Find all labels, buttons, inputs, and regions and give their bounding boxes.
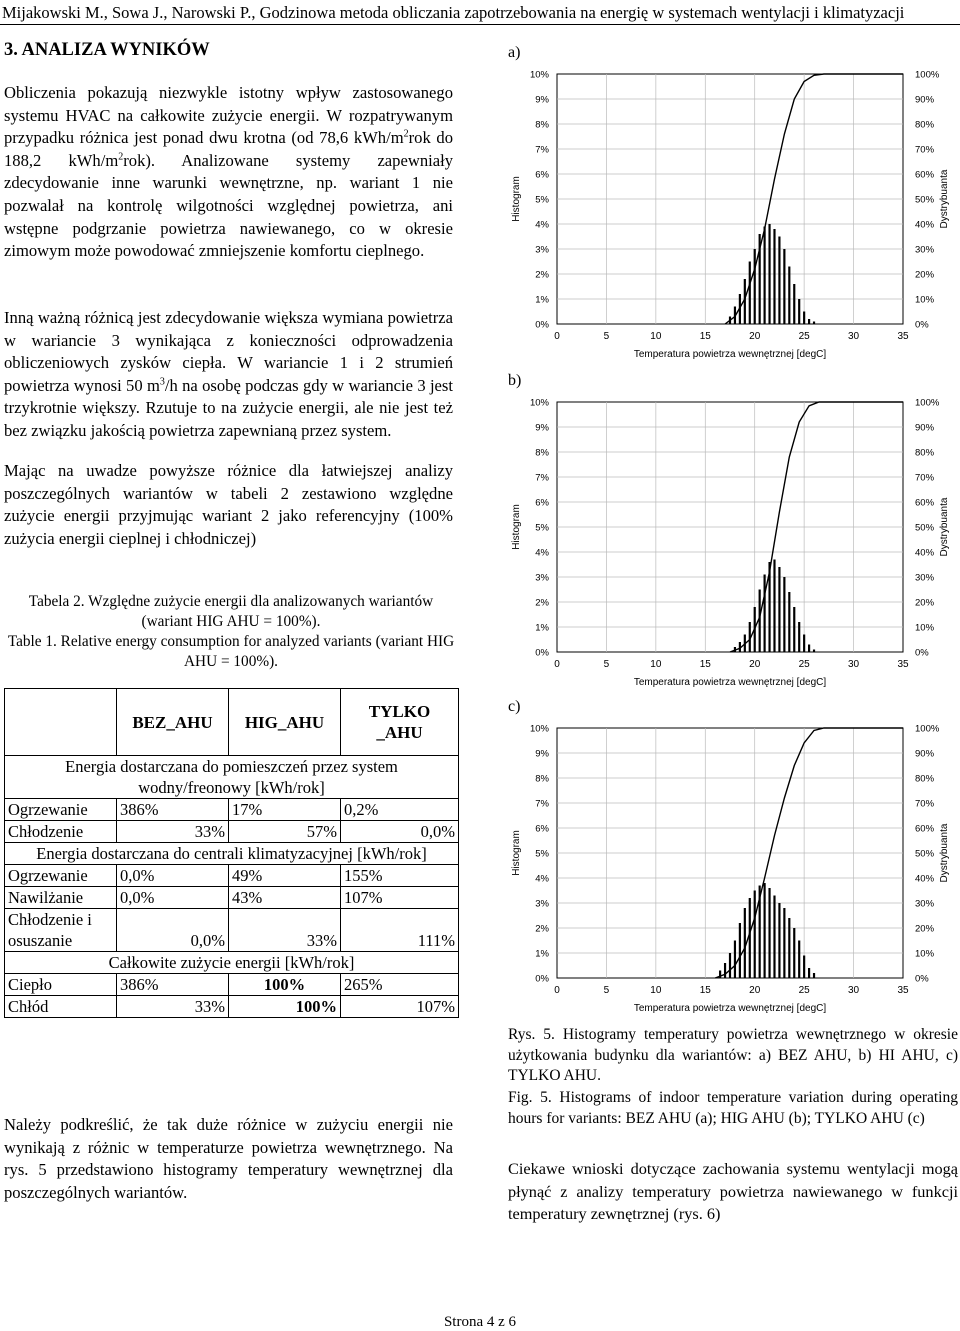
histogram-bar: [813, 973, 815, 978]
p1-text-c: rok). Analizowane systemy zapewniały zdecydowanie inne warunki wewnętrzne, np. wariant 1 nie pozwalał na kontrolę wilgotności względnej powietrza, ani wstępne podgrzanie powietrza nawiewanego, co w okresie zimowym może powodować zmniejszenie komfortu cieplnego.: [4, 150, 453, 261]
table-row: [5, 996, 459, 1018]
cell: 17%: [229, 799, 341, 821]
histogram-bar: [783, 908, 785, 978]
table-section-1: Energia dostarczana do pomieszczeń przez system wodny/freonowy [kWh/rok]: [5, 756, 459, 799]
x-tick-label: 35: [897, 331, 909, 342]
histogram-bar: [808, 645, 810, 653]
x-tick-label: 25: [798, 985, 810, 996]
histogram-bar: [768, 224, 770, 324]
p1-text-b: rok do 188,2 kWh/m: [4, 128, 453, 170]
y-tick-label-left: 9%: [535, 748, 549, 760]
cell: 33%: [117, 821, 229, 843]
histogram-bar: [808, 319, 810, 324]
energy-table: [4, 688, 459, 1018]
cell: 386%: [117, 799, 229, 821]
histogram-bar: [813, 322, 815, 325]
y-tick-label-right: 70%: [915, 798, 935, 810]
y-tick-label-left: 9%: [535, 422, 549, 434]
histogram-chart-a: [505, 62, 960, 380]
y-tick-label-right: 0%: [915, 319, 929, 331]
histogram-bar: [813, 650, 815, 653]
histogram-bar: [788, 918, 790, 978]
x-tick-label: 25: [798, 659, 810, 670]
x-tick-label: 15: [699, 659, 711, 670]
histogram-bar: [754, 891, 756, 979]
section-title: 3. ANALIZA WYNIKÓW: [4, 40, 210, 60]
panel-label-a: a): [508, 44, 521, 61]
table-row: [5, 887, 459, 909]
x-tick-label: 10: [650, 985, 662, 996]
y-tick-label-right: 80%: [915, 119, 935, 131]
p2-text-a: Inną ważną różnicą jest zdecydowanie większa wymiana powietrza w wariancie 3 wynikająca z konieczności odprowadzenia obliczeniowych zysków ciepła. W wariancie 1 i 2 strumień powietrza wynosi 50 m: [4, 308, 453, 395]
cell: 0,0%: [117, 909, 229, 952]
y-tick-label-left: 6%: [535, 497, 549, 509]
y-tick-label-right: 20%: [915, 923, 935, 935]
cell: 0,2%: [341, 799, 459, 821]
histogram-bar: [773, 229, 775, 324]
header-cell-empty: [5, 689, 117, 756]
cell: 57%: [229, 821, 341, 843]
x-tick-label: 30: [848, 331, 860, 342]
x-tick-label: 20: [749, 985, 761, 996]
x-axis-label: Temperatura powietrza wewnętrznej [degC]: [633, 677, 827, 688]
header-rule: [0, 24, 960, 25]
y-tick-label-right: 0%: [915, 973, 929, 985]
histogram-bar: [788, 592, 790, 652]
cell: 33%: [117, 996, 229, 1018]
page-footer: Strona 4 z 6: [443, 1314, 517, 1330]
cell: 107%: [341, 996, 459, 1018]
table-caption-en: Table 1. Relative energy consumption for analyzed variants (variant HIG AHU = 100%).: [7, 633, 455, 670]
y-tick-label-right: 40%: [915, 219, 935, 231]
histogram-bar: [734, 941, 736, 979]
y-axis-label-left: Histogram: [511, 830, 522, 876]
y-axis-label-right: Dystrybuanta: [939, 823, 950, 883]
cell: 100%: [229, 996, 341, 1018]
row-label: Ciepło: [5, 974, 117, 996]
y-tick-label-left: 1%: [535, 294, 549, 306]
y-tick-label-left: 9%: [535, 94, 549, 106]
y-tick-label-right: 10%: [915, 294, 935, 306]
histogram-chart-b: [505, 390, 960, 708]
y-tick-label-right: 60%: [915, 169, 935, 181]
y-tick-label-right: 30%: [915, 898, 935, 910]
y-tick-label-left: 2%: [535, 923, 549, 935]
histogram-bar: [778, 903, 780, 978]
cell: 155%: [341, 865, 459, 887]
x-tick-label: 30: [848, 985, 860, 996]
y-tick-label-left: 1%: [535, 948, 549, 960]
y-tick-label-right: 20%: [915, 597, 935, 609]
table-caption-pl: Tabela 2. Względne zużycie energii dla analizowanych wariantów (wariant HIG AHU = 100%).: [28, 593, 434, 630]
table-row: [5, 974, 459, 996]
y-tick-label-left: 10%: [529, 69, 549, 81]
y-tick-label-left: 8%: [535, 773, 549, 785]
x-tick-label: 5: [603, 659, 610, 670]
paragraph-4: Należy podkreślić, że tak duże różnice w zużyciu energii nie wynikają z różnic w temperaturze powietrza wewnętrznego. Na rys. 5 przedstawiono histogramy temperatury wewnętrznej dla poszczególnych wariantów.: [4, 1115, 453, 1202]
histogram-bar: [773, 560, 775, 653]
histogram-bar: [778, 237, 780, 325]
y-axis-label-left: Histogram: [511, 504, 522, 550]
y-tick-label-left: 7%: [535, 798, 549, 810]
x-tick-label: 15: [699, 331, 711, 342]
y-tick-label-right: 60%: [915, 823, 935, 835]
y-tick-label-right: 10%: [915, 948, 935, 960]
row-label: Ogrzewanie: [5, 865, 117, 887]
x-tick-label: 10: [650, 659, 662, 670]
y-tick-label-right: 0%: [915, 647, 929, 659]
y-tick-label-left: 4%: [535, 873, 549, 885]
y-tick-label-left: 10%: [529, 723, 549, 735]
y-tick-label-left: 1%: [535, 622, 549, 634]
row-label: Chłodzenie: [5, 821, 117, 843]
y-tick-label-right: 70%: [915, 472, 935, 484]
x-tick-label: 35: [897, 659, 909, 670]
histogram-bar: [798, 622, 800, 652]
cell: 107%: [341, 887, 459, 909]
histogram-bar: [749, 262, 751, 325]
cell: 0,0%: [117, 865, 229, 887]
x-tick-label: 20: [749, 331, 761, 342]
y-tick-label-right: 30%: [915, 572, 935, 584]
y-axis-label-left: Histogram: [511, 176, 522, 222]
y-tick-label-left: 8%: [535, 447, 549, 459]
histogram-bar: [798, 299, 800, 324]
table-row: [5, 799, 459, 821]
y-tick-label-right: 90%: [915, 748, 935, 760]
cell: 0,0%: [117, 887, 229, 909]
y-tick-label-right: 10%: [915, 622, 935, 634]
table-section-3: Całkowite zużycie energii [kWh/rok]: [5, 952, 459, 974]
x-tick-label: 20: [749, 659, 761, 670]
table-row: [5, 909, 459, 952]
histogram-chart-c: [505, 716, 960, 1034]
histogram-bar: [788, 267, 790, 325]
y-tick-label-left: 2%: [535, 597, 549, 609]
table-header-row: [5, 689, 459, 756]
y-tick-label-left: 6%: [535, 169, 549, 181]
y-axis-label-right: Dystrybuanta: [939, 169, 950, 229]
y-tick-label-right: 50%: [915, 194, 935, 206]
histogram-bar: [793, 607, 795, 652]
x-tick-label: 5: [603, 331, 610, 342]
y-tick-label-right: 80%: [915, 773, 935, 785]
y-tick-label-right: 50%: [915, 848, 935, 860]
figure-caption-pl: Rys. 5. Histogramy temperatury powietrza wewnętrznego w okresie użytkowania budynku dla wariantów: a) BEZ AHU, b) HI AHU, c) TYLKO AHU.: [508, 1026, 958, 1084]
figure-caption-en: Fig. 5. Histograms of indoor temperature variation during operating hours for variants: BEZ AHU (a); HIG AHU (b); TYLKO AHU (c): [508, 1089, 958, 1127]
x-tick-label: 5: [603, 985, 610, 996]
cell: 0,0%: [341, 821, 459, 843]
paragraph-2: [4, 307, 453, 443]
histogram-bar: [768, 888, 770, 978]
histogram-bar: [798, 941, 800, 979]
histogram-bar: [729, 953, 731, 978]
x-axis-label: Temperatura powietrza wewnętrznej [degC]: [633, 349, 827, 360]
y-tick-label-right: 90%: [915, 94, 935, 106]
y-tick-label-right: 80%: [915, 447, 935, 459]
y-tick-label-left: 6%: [535, 823, 549, 835]
y-tick-label-right: 40%: [915, 873, 935, 885]
x-tick-label: 30: [848, 659, 860, 670]
x-tick-label: 0: [554, 985, 560, 996]
cell: 111%: [341, 909, 459, 952]
cell: 49%: [229, 865, 341, 887]
header-hig-ahu: HIG_AHU: [229, 689, 341, 756]
histogram-bar: [759, 590, 761, 653]
p1-text-a: Obliczenia pokazują niezwykle istotny wpływ zastosowanego systemu HVAC na całkowite zużycie energii. W rozpatrywanym przypadku różnica jest ponad dwu krotna (od 78,6 kWh/m: [4, 83, 453, 148]
y-tick-label-right: 70%: [915, 144, 935, 156]
y-tick-label-left: 3%: [535, 898, 549, 910]
y-tick-label-left: 7%: [535, 472, 549, 484]
y-tick-label-left: 10%: [529, 397, 549, 409]
histogram-bar: [808, 968, 810, 978]
y-axis-label-right: Dystrybuanta: [939, 497, 950, 557]
histogram-bar: [764, 227, 766, 325]
histogram-bar: [793, 284, 795, 324]
y-tick-label-left: 4%: [535, 219, 549, 231]
x-tick-label: 0: [554, 659, 560, 670]
x-tick-label: 15: [699, 985, 711, 996]
histogram-bar: [764, 575, 766, 653]
p1-sup-1: 2: [403, 128, 409, 140]
p2-text-b: /h na osobę podczas gdy w wariancie 3 jest trzykrotnie większy. Rzutuje to na zużycie energii, ale nie jest też bez związku jakością powietrza zapewnianą przez system.: [4, 375, 453, 440]
y-tick-label-right: 90%: [915, 422, 935, 434]
y-tick-label-left: 5%: [535, 522, 549, 534]
histogram-bar: [803, 956, 805, 979]
x-tick-label: 35: [897, 985, 909, 996]
header-bez-ahu: BEZ_AHU: [117, 689, 229, 756]
cell: 43%: [229, 887, 341, 909]
histogram-bar: [803, 312, 805, 325]
histogram-bar: [803, 635, 805, 653]
x-tick-label: 10: [650, 331, 662, 342]
x-axis-label: Temperatura powietrza wewnętrznej [degC]: [633, 1003, 827, 1014]
p1-sup-2: 2: [118, 151, 124, 163]
table-row: [5, 865, 459, 887]
y-tick-label-left: 8%: [535, 119, 549, 131]
histogram-bar: [778, 567, 780, 652]
paragraph-3: Mając na uwadze powyższe różnice dla łatwiejszej analizy poszczególnych wariantów w tabeli 2 zestawiono względne zużycie energii przyjmując wariant 2 jako referencyjny (100% zużycia energii cieplnej i chłodniczej): [4, 461, 453, 548]
row-label: Nawilżanie: [5, 887, 117, 909]
histogram-bar: [793, 928, 795, 978]
cell: 265%: [341, 974, 459, 996]
panel-label-c: c): [508, 698, 521, 715]
table-row: [5, 821, 459, 843]
cell: 386%: [117, 974, 229, 996]
y-tick-label-right: 50%: [915, 522, 935, 534]
histogram-bar: [754, 249, 756, 324]
paragraph-1: [4, 82, 453, 263]
y-tick-label-left: 3%: [535, 244, 549, 256]
y-tick-label-left: 0%: [535, 319, 549, 331]
histogram-bar: [724, 963, 726, 978]
paragraph-5: Ciekawe wnioski dotyczące zachowania systemu wentylacji mogą płynąć z analizy temperatury powietrza nawiewanego w funkcji temperatury zewnętrznej (rys. 6): [508, 1159, 958, 1223]
y-tick-label-right: 100%: [915, 397, 940, 409]
x-tick-label: 25: [798, 331, 810, 342]
panel-label-b: b): [508, 372, 522, 389]
histogram-bar: [744, 908, 746, 978]
y-tick-label-left: 5%: [535, 194, 549, 206]
y-tick-label-right: 40%: [915, 547, 935, 559]
histogram-bar: [764, 883, 766, 978]
y-tick-label-left: 2%: [535, 269, 549, 281]
histogram-bar: [749, 898, 751, 978]
y-tick-label-left: 0%: [535, 647, 549, 659]
y-tick-label-right: 60%: [915, 497, 935, 509]
y-tick-label-right: 100%: [915, 69, 940, 81]
histogram-bar: [783, 249, 785, 324]
x-tick-label: 0: [554, 331, 560, 342]
y-tick-label-right: 30%: [915, 244, 935, 256]
p2-sup: 3: [159, 376, 165, 388]
y-tick-label-left: 5%: [535, 848, 549, 860]
y-tick-label-left: 7%: [535, 144, 549, 156]
row-label: Chłód: [5, 996, 117, 1018]
cell: 100%: [229, 974, 341, 996]
cell: 33%: [229, 909, 341, 952]
table-section-2: Energia dostarczana do centrali klimatyzacyjnej [kWh/rok]: [5, 843, 459, 865]
row-label: Chłodzenie i osuszanie: [5, 909, 117, 952]
running-header: Mijakowski M., Sowa J., Narowski P., Godzinowa metoda obliczania zapotrzebowania na energię w systemach wentylacji i klimatyzacji: [2, 3, 905, 22]
y-tick-label-right: 100%: [915, 723, 940, 735]
row-label: Ogrzewanie: [5, 799, 117, 821]
header-tylko-ahu: TYLKO _AHU: [341, 689, 459, 756]
y-tick-label-left: 4%: [535, 547, 549, 559]
histogram-bar: [783, 577, 785, 652]
y-tick-label-left: 3%: [535, 572, 549, 584]
y-tick-label-left: 0%: [535, 973, 549, 985]
histogram-bar: [739, 923, 741, 978]
y-tick-label-right: 20%: [915, 269, 935, 281]
histogram-bar: [773, 896, 775, 979]
